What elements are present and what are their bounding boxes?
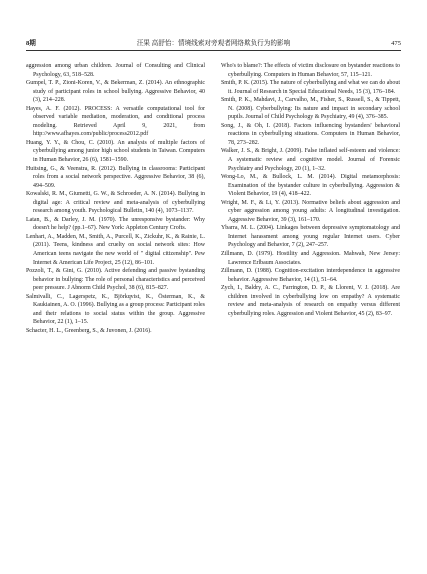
running-header (26, 38, 401, 51)
reference-entry: Hayes, A. F. (2012). PROCESS: A versatile computational tool for observed variable mediation, moderation, and conditional process modeling. Retrieved April 9, 2021, from http://www.afhayes.com/public/process2012.pdf (26, 105, 205, 138)
reference-entry: Who's to blame?: The effects of victim disclosure on bystander reactions to cyberbullying. Computers in Human Behavior, 57, 115–121. (221, 63, 400, 78)
reference-entry: Smith, P. K. (2015). The nature of cyberbullying and what we can do about it. Journal of Research in Special Educational Needs, 15 (3), 176–184. (221, 80, 400, 95)
running-title: 汪果 高舒怡：情境线索对旁观者网络欺负行为的影响 (136, 40, 291, 47)
reference-entry: Lenhart, A., Madden, M., Smith, A., Purcell, K., Zickuhr, K., & Rainie, L. (2011). Teens, kindness and cruelty on social network sites: How American teens navigate the new world of " digital citizenship". Pew Internet & American Life Project, 25 (12), 86–101. (26, 233, 205, 266)
reference-entry: Latan, B., & Darley, J. M. (1970). The unresponsive bystander: Why doesn't he help? (pp.1–67). New York: Appleton Century Crofts. (26, 216, 205, 232)
reference-entry: Schacter, H. L., Greenberg, S., & Juvonen, J. (2016). (26, 327, 152, 334)
page-number: 475 (391, 40, 401, 47)
reference-entry: Huitsing, G., & Veenstra, R. (2012). Bullying in classrooms: Participant roles from a social network perspective. Aggressive Behavior, 38 (6), 494–509. (26, 165, 205, 189)
reference-entry: Huang, Y. Y., & Chou, C. (2010). An analysis of multiple factors of cyberbullying among junior high school students in Taiwan. Computers in Human Behavior, 26 (6), 1581–1590. (26, 139, 205, 164)
reference-entry: Zillmann, D. (1979). Hostility and Aggression. Mahwah, New Jersey: Lawrence Erlbaum Associates. (221, 251, 400, 266)
reference-entry: aggression among urban children. Journal of Consulting and Clinical Psychology, 63, 518–528. (26, 63, 205, 78)
reference-entry: Wong-Lo, M., & Bullock, L. M. (2014). Digital metamorphosis: Examination of the bystander culture in cyberbullying. Aggression & Violent Behavior, 19 (4), 418–422. (221, 174, 400, 198)
reference-entry: Gumpel, T. P., Zioni-Koren, V., & Bekerman, Z. (2014). An ethnographic study of participant roles in school bullying. Aggressive Behavior, 40 (3), 214–228. (26, 80, 205, 104)
reference-entry: Smith, P. K., Mahdavi, J., Carvalho, M., Fisher, S., Russell, S., & Tippett, N. (2008). Cyberbullying: Its nature and impact in secondary school pupils. Journal of Child Psychology & Psychiatry, 49 (4), 376–385. (221, 97, 400, 121)
references-column-right (221, 62, 400, 318)
reference-entry: Zych, I., Baldry, A. C., Farrington, D. P., & Llorent, V. J. (2018). Are children involved in cyberbullying low on empathy? A systematic review and meta-analysis of research on empathy versus different cyberbullying roles. Aggression and Violent Behavior, 45 (2), 83–97. (221, 285, 400, 317)
reference-entry: Kowalski, R. M., Giumetti, G. W., & Schroeder, A. N. (2014). Bullying in digital age: A critical review and meta-analysis of cyberbullying research among youth. Psychological Bulletin, 140 (4), 1073–1137. (26, 191, 205, 215)
issue-number: 8期 (26, 40, 36, 47)
reference-entry: Song, J., & Oh, I. (2018). Factors influencing bystanders' behavioral reactions in cyberbullying situations. Computers in Human Behavior, 78, 273–282. (221, 122, 400, 146)
reference-entry: Ybarra, M. L. (2004). Linkages between depressive symptomatology and Internet harassment among young regular Internet users. Cyber Psychology and Behavior, 7 (2), 247–257. (221, 225, 400, 249)
reference-entry: Pozzoli, T., & Gini, G. (2010). Active defending and passive bystanding behavior in bullying: The role of personal characteristics and perceived peer pressure. J Abnorm Child Psychol, 38 (6), 815–827. (26, 268, 205, 292)
reference-entry: Wright, M. F., & Li, Y. (2013). Normative beliefs about aggression and cyber aggression among young adults: A longitudinal investigation. Aggressive Behavior, 39 (3), 161–170. (221, 199, 400, 223)
references-column-left (26, 62, 205, 336)
reference-entry: Walker, J. S., & Bright, J. (2009). False inflated self-esteem and violence: A systematic review and cognitive model. Journal of Forensic Psychiatry and Psychology, 20 (1), 1–32. (221, 148, 400, 172)
reference-entry: Zillmann, D. (1988). Cognition-excitation interdependence in aggressive behavior. Aggressive Behavior, 14 (1), 51–64. (221, 268, 400, 283)
reference-entry: Salmivalli, C., Lagerspetz, K., Björkqvist, K., Österman, K., & Kaukiainen, A. O. (1996). Bullying as a group process: Participant roles and their relations to social status within the group. Aggressive Behavior, 22 (1), 1–15. (26, 293, 205, 326)
